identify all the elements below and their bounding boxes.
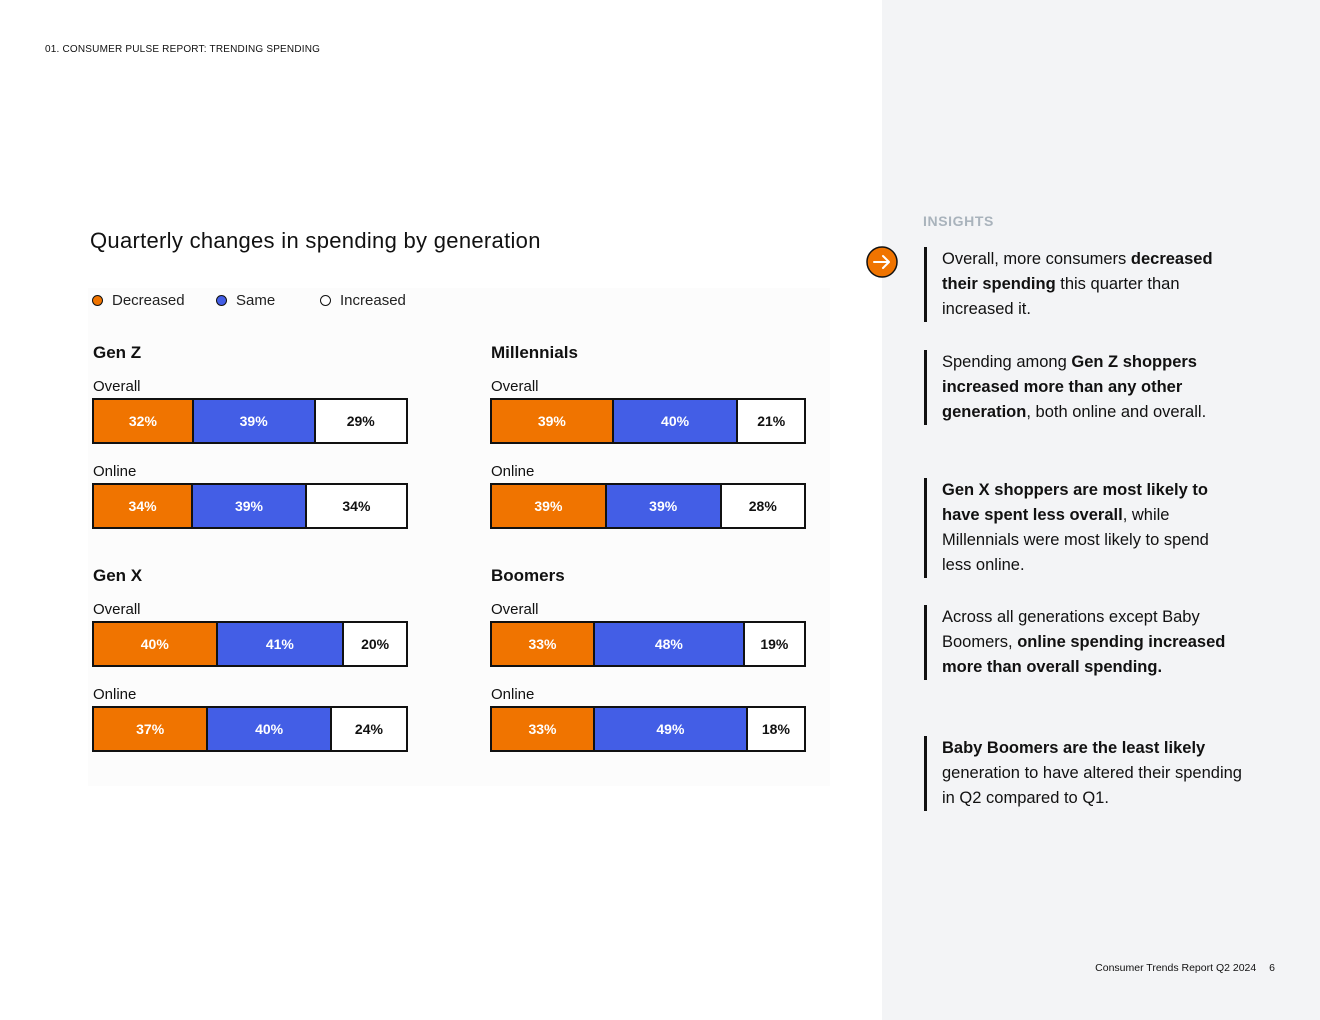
row-label-millennials-overall: Overall <box>491 378 539 395</box>
legend-label-same: Same <box>236 292 276 309</box>
bar-segment-increased: 24% <box>332 708 406 750</box>
bar-segment-same: 41% <box>218 623 345 665</box>
legend-item-same <box>216 292 275 309</box>
stacked-bar-gen-z-online <box>92 483 408 529</box>
footer-report-name: Consumer Trends Report Q2 2024 <box>1095 962 1257 974</box>
stacked-bar-boomers-online <box>490 706 806 752</box>
stacked-bar-boomers-overall <box>490 621 806 667</box>
insight-item: Across all generations except Baby Boomers, online spending increased more than overall spending. <box>924 605 1242 680</box>
row-label-gen-x-overall: Overall <box>93 601 141 618</box>
bar-segment-increased: 18% <box>748 708 804 750</box>
bar-segment-increased: 19% <box>745 623 804 665</box>
insights-title: INSIGHTS <box>923 213 994 229</box>
row-label-gen-x-online: Online <box>93 686 137 703</box>
bar-segment-same: 39% <box>193 485 307 527</box>
bar-segment-decreased: 34% <box>94 485 193 527</box>
group-title-boomers: Boomers <box>491 566 565 585</box>
insight-item: Baby Boomers are the least likely generation to have altered their spending in Q2 compared to Q1. <box>924 736 1242 811</box>
legend-swatch-same <box>216 295 227 306</box>
bar-segment-increased: 28% <box>722 485 804 527</box>
page-header: 01. CONSUMER PULSE REPORT: TRENDING SPENDING <box>45 44 321 55</box>
page-footer <box>1085 962 1275 974</box>
group-title-millennials: Millennials <box>491 343 578 362</box>
stacked-bar-gen-x-overall <box>92 621 408 667</box>
bar-segment-decreased: 39% <box>492 485 607 527</box>
stacked-bar-millennials-overall <box>490 398 806 444</box>
bar-segment-same: 40% <box>208 708 332 750</box>
page-number: 6 <box>1269 962 1275 974</box>
bar-segment-decreased: 33% <box>492 623 595 665</box>
bar-segment-decreased: 37% <box>94 708 208 750</box>
bar-segment-same: 39% <box>607 485 722 527</box>
arrow-right-circle-icon <box>866 246 898 278</box>
group-title-gen-x: Gen X <box>93 566 143 585</box>
legend-swatch-increased <box>320 295 331 306</box>
chart-title: Quarterly changes in spending by generation <box>90 228 541 253</box>
row-label-millennials-online: Online <box>491 463 535 480</box>
bar-segment-increased: 34% <box>307 485 406 527</box>
row-label-gen-z-overall: Overall <box>93 378 141 395</box>
bar-segment-decreased: 32% <box>94 400 194 442</box>
bar-segment-same: 39% <box>194 400 316 442</box>
bar-segment-decreased: 33% <box>492 708 595 750</box>
insight-item: Gen X shoppers are most likely to have spent less overall, while Millennials were most likely to spend less online. <box>924 478 1242 578</box>
bar-segment-decreased: 39% <box>492 400 614 442</box>
insight-item: Spending among Gen Z shoppers increased more than any other generation, both online and overall. <box>924 350 1242 425</box>
legend-label-decreased: Decreased <box>112 292 185 309</box>
bar-segment-increased: 21% <box>738 400 804 442</box>
legend-label-increased: Increased <box>340 292 406 309</box>
legend-item-decreased <box>92 292 185 309</box>
bar-segment-same: 40% <box>614 400 739 442</box>
bar-segment-same: 48% <box>595 623 745 665</box>
insight-item: Overall, more consumers decreased their spending this quarter than increased it. <box>924 247 1242 322</box>
bar-segment-same: 49% <box>595 708 748 750</box>
stacked-bar-millennials-online <box>490 483 806 529</box>
bar-segment-increased: 29% <box>316 400 406 442</box>
bar-segment-increased: 20% <box>344 623 406 665</box>
stacked-bar-gen-z-overall <box>92 398 408 444</box>
bar-segment-decreased: 40% <box>94 623 218 665</box>
group-title-gen-z: Gen Z <box>93 343 142 362</box>
row-label-gen-z-online: Online <box>93 463 137 480</box>
row-label-boomers-online: Online <box>491 686 535 703</box>
stacked-bar-gen-x-online <box>92 706 408 752</box>
row-label-boomers-overall: Overall <box>491 601 539 618</box>
legend-item-increased <box>320 292 406 309</box>
legend-swatch-decreased <box>92 295 103 306</box>
